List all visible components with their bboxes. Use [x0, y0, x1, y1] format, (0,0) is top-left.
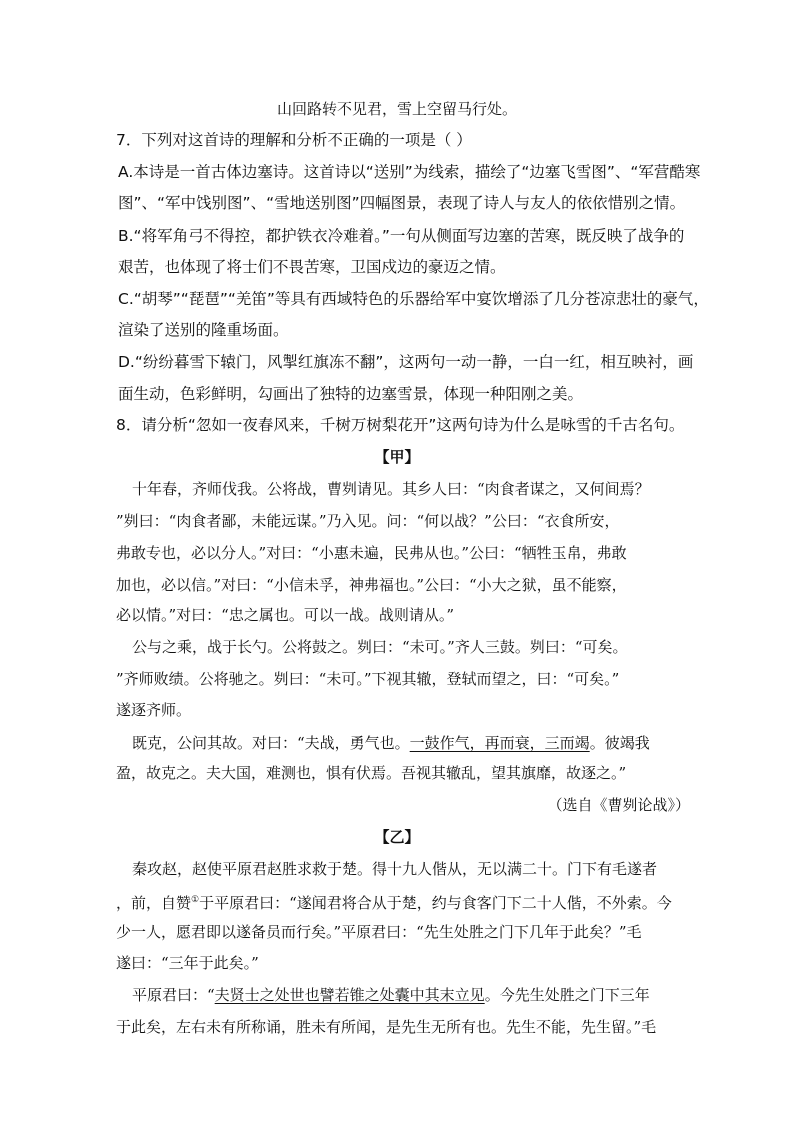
question-8-stem: 8．请分析“忽如一夜春风来，千树万树梨花开”这两句诗为什么是咏雪的千古名句。 [116, 416, 685, 434]
underlined-sentence: 夫贤士之处世也譬若锥之处囊中其末立见 [214, 986, 485, 1004]
q7-option-d-line-1: D.“纷纷暮雪下辕门，风掣红旗冻不翻”，这两句一动一静，一白一红，相互映衬，画 [118, 353, 694, 371]
q7-option-b-line-1: B.“将军角弓不得控，都护铁衣冷难着。”一句从侧面写边塞的苦寒，既反映了战争的 [118, 227, 685, 245]
q7-option-a-line-2: 图”、“军中饯别图”、“雪地送别图”四幅图景，表现了诗人与友人的依依惜别之情。 [118, 194, 686, 212]
yi-line: 少一人，愿君即以遂备员而行矣。”平原君曰：“先生处胜之门下几年于此矣？”毛 [116, 923, 642, 941]
underlined-sentence: 一鼓作气，再而衰，三而竭 [409, 734, 590, 752]
q7-option-b-line-2: 艰苦，也体现了将士们不畏苦寒，卫国戍边的豪迈之情。 [118, 258, 506, 276]
yi-line-with-underline [132, 985, 650, 1005]
section-jia-title: 【甲】 [374, 448, 420, 466]
q7-option-a-line-1: A.本诗是一首古体边塞诗。这首诗以“送别”为线索，描绘了“边塞飞雪图”、“军营酷寒 [118, 163, 701, 181]
jia-source: （选自《曹刿论战》） [547, 796, 690, 814]
jia-text: 既克，公问其故。对曰：“夫战，勇气也。 [132, 734, 410, 752]
question-7-stem: 7．下列对这首诗的理解和分析不正确的一项是（ ） [116, 131, 472, 149]
yi-line: 遂曰：“三年于此矣。” [116, 954, 259, 972]
yi-line-with-footnote [116, 890, 672, 913]
yi-line: 秦攻赵，赵使平原君赵胜求救于楚。得十九人偕从，无以满二十。门下有毛遂者 [132, 860, 658, 878]
jia-line: 遂逐齐师。 [116, 701, 192, 719]
q7-option-c-line-2: 渲染了送别的隆重场面。 [118, 321, 289, 339]
jia-line: ”刿曰：“肉食者鄙，未能远谋。”乃入见。问：“何以战？”公曰：“衣食所安， [116, 512, 620, 530]
yi-line: 于此矣，左右未有所称诵，胜未有所闻，是先生无所有也。先生不能，先生留。”毛 [116, 1018, 657, 1036]
poem-last-line: 山回路转不见君，雪上空留马行处。 [276, 100, 517, 118]
jia-text: 。彼竭我 [589, 734, 650, 752]
q7-option-c-line-1: C.“胡琴”“琵琶”“羌笛”等具有西域特色的乐器给军中宴饮增添了几分苍凉悲壮的豪气， [118, 290, 709, 308]
q7-option-d-line-2: 面生动，色彩鲜明，勾画出了独特的边塞雪景，体现一种阳刚之美。 [118, 385, 584, 403]
jia-line: 弗敢专也，必以分人。”对曰：“小惠未遍，民弗从也。”公曰：“牺牲玉帛，弗敢 [116, 544, 627, 562]
section-yi-title: 【乙】 [374, 828, 420, 846]
jia-line: ”齐师败绩。公将驰之。刿曰：“未可。”下视其辙，登轼而望之，曰：“可矣。” [116, 670, 620, 688]
footnote-marker: ① [191, 895, 200, 905]
jia-line-with-underline [132, 733, 650, 753]
jia-line: 十年春，齐师伐我。公将战，曹刿请见。其乡人曰：“肉食者谋之，又何间焉？ [132, 480, 650, 498]
jia-line: 盈，故克之。夫大国，难测也，惧有伏焉。吾视其辙乱，望其旗靡，故逐之。” [116, 764, 627, 782]
jia-line: 加也，必以信。”对曰：“小信未孚，神弗福也。”公曰：“小大之狱，虽不能察， [116, 576, 627, 594]
yi-text: ，前，自赞 [116, 894, 192, 912]
jia-line: 必以情。”对曰：“忠之属也。可以一战。战则请从。” [116, 606, 455, 624]
jia-line: 公与之乘，战于长勺。公将鼓之。刿曰：“未可。”齐人三鼓。刿曰：“可矣。 [132, 638, 628, 656]
yi-text: 。今先生处胜之门下三年 [484, 986, 650, 1004]
yi-text: 于平原君曰：“遂闻君将合从于楚，约与食客门下二十人偕，不外索。今 [199, 894, 672, 912]
yi-text: 平原君曰：“ [132, 986, 215, 1004]
